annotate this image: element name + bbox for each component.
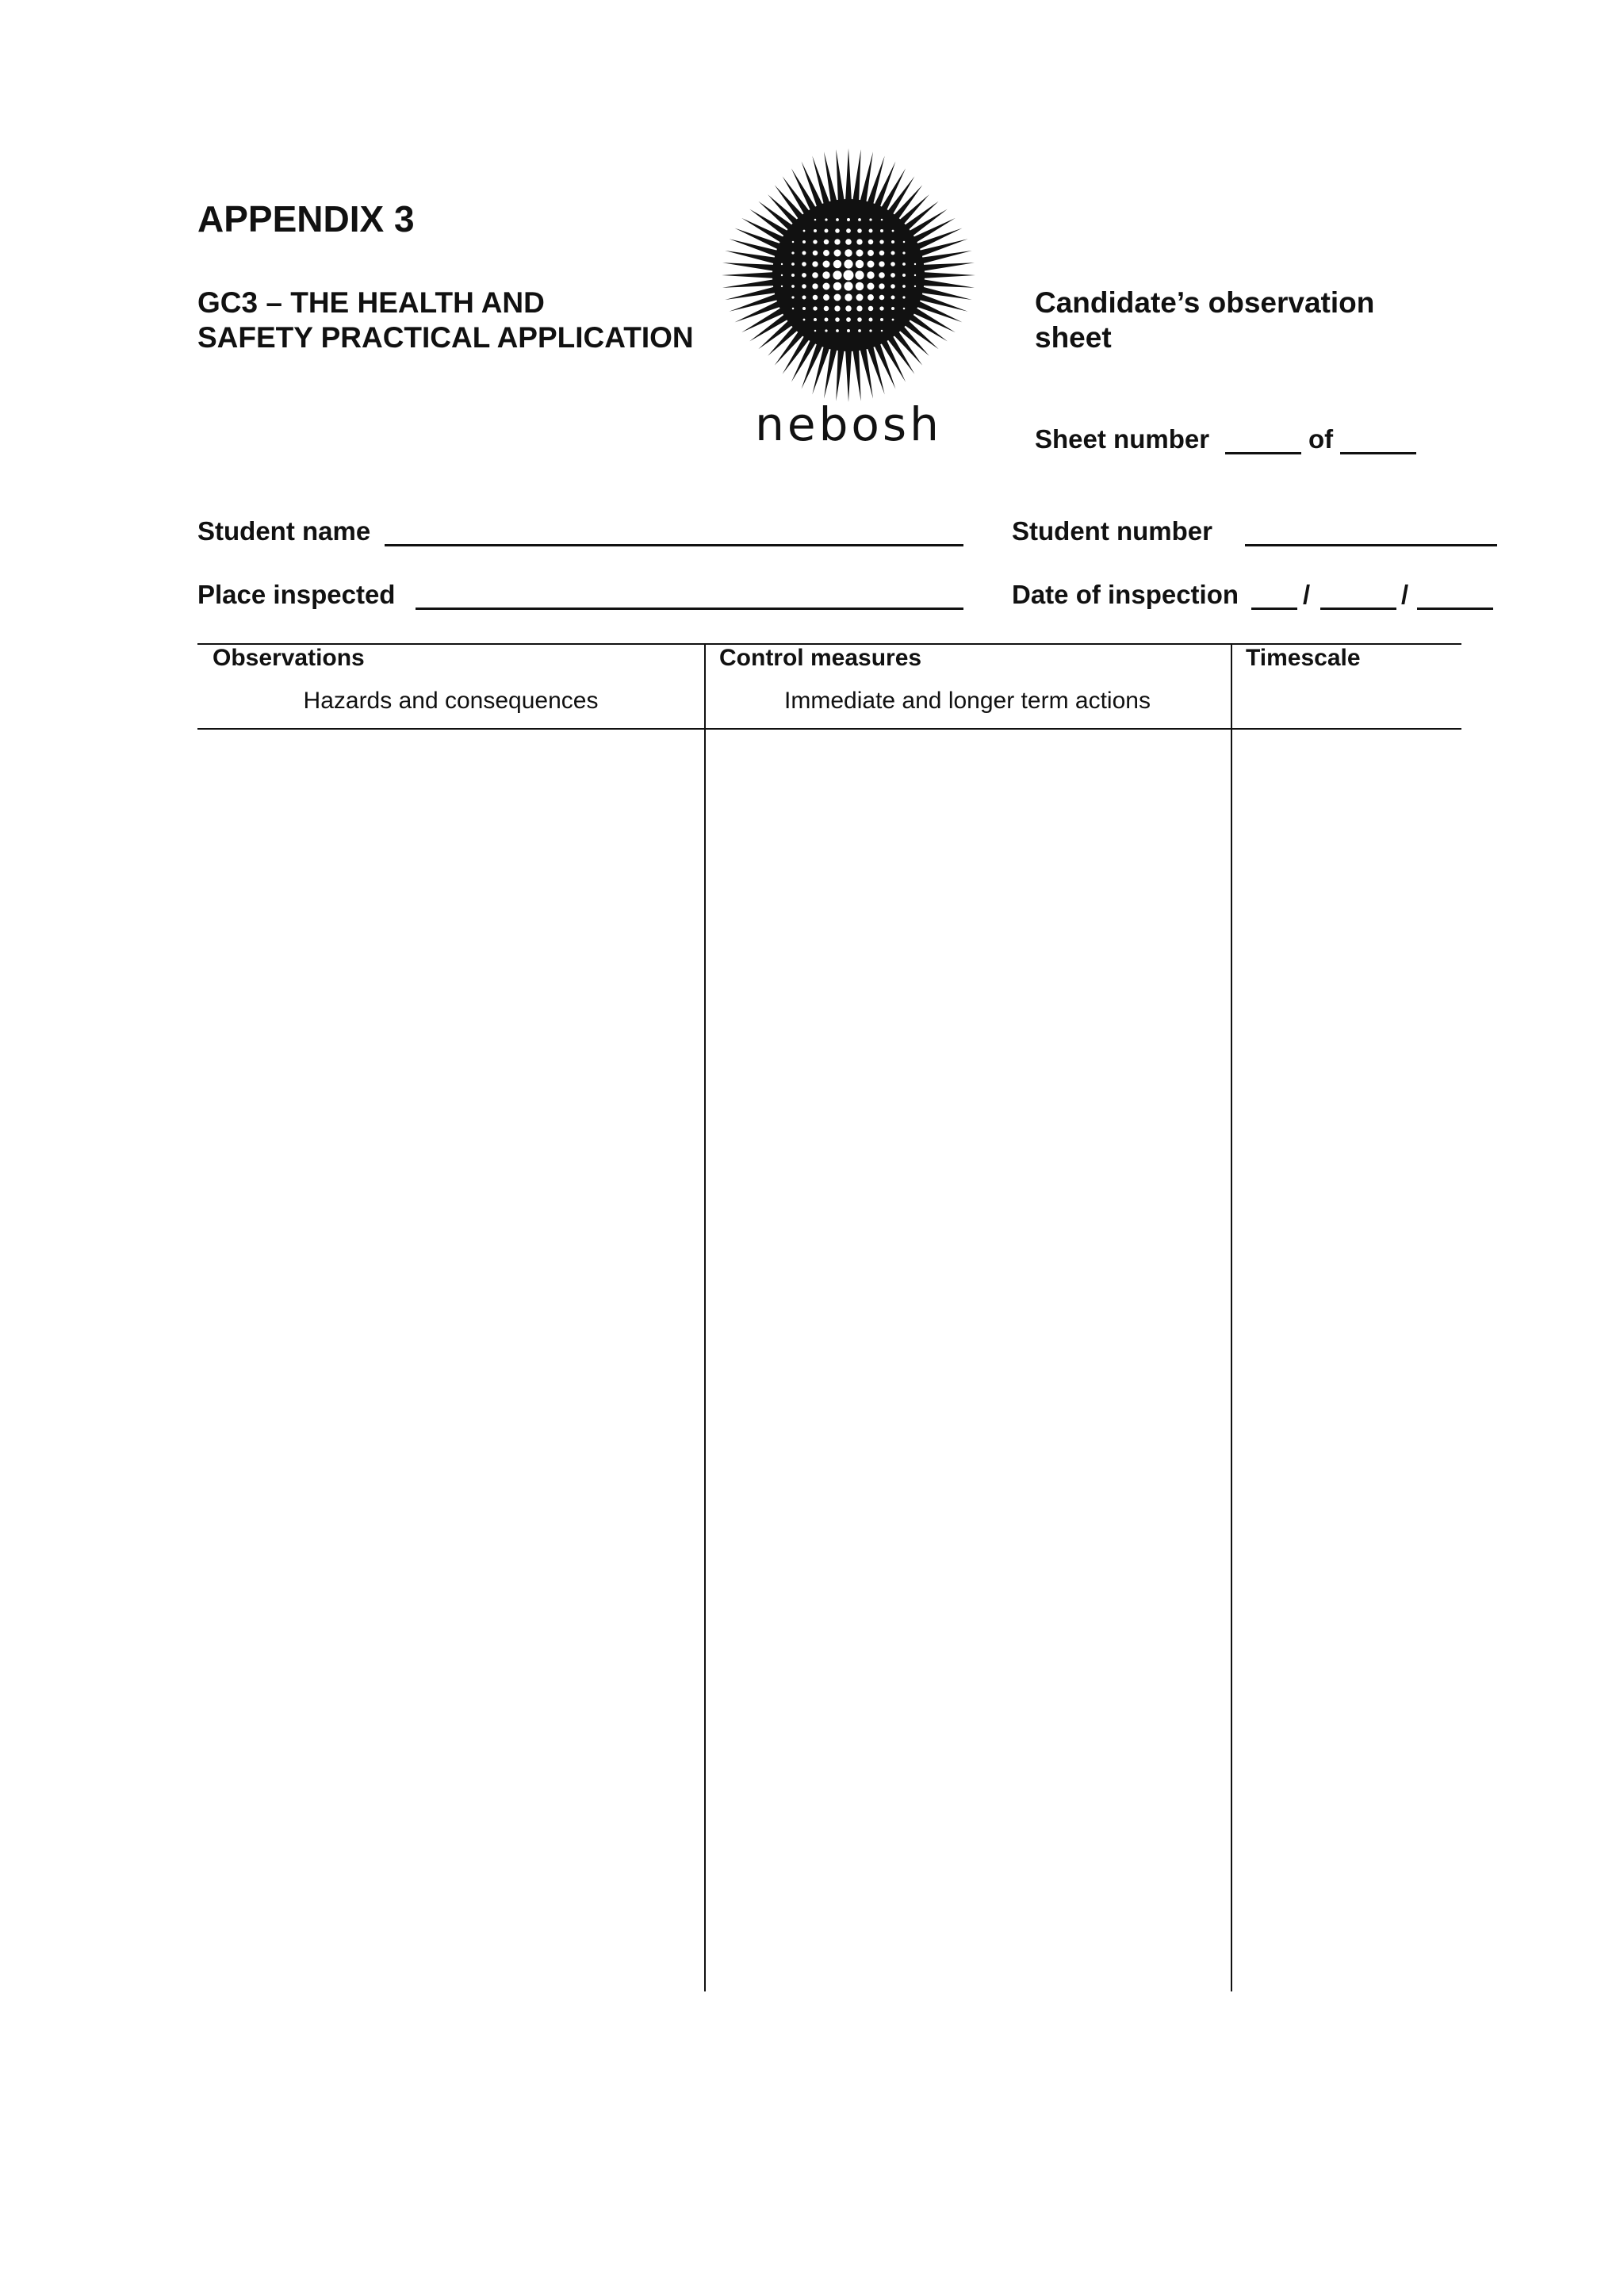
observations-entry-area[interactable] (199, 730, 703, 1991)
observations-subheading: Hazards and consequences (303, 688, 599, 714)
course-title-line2: SAFETY PRACTICAL APPLICATION (197, 321, 694, 354)
appendix-title: APPENDIX 3 (197, 198, 415, 240)
course-title (197, 286, 694, 355)
student-number-field[interactable] (1245, 544, 1497, 546)
logo-wordmark: nebosh (755, 397, 942, 451)
sheet-number-row (1035, 422, 1209, 457)
date-year-field[interactable] (1417, 608, 1493, 610)
date-of-inspection-label: Date of inspection (1012, 580, 1239, 609)
sheet-of-label: of (1308, 424, 1334, 454)
control-measures-subheading: Immediate and longer term actions (784, 688, 1151, 714)
student-number-label: Student number (1012, 516, 1212, 546)
nebosh-logo-icon (718, 144, 979, 406)
student-name-field[interactable] (385, 544, 963, 546)
table-divider-2 (1231, 643, 1232, 1991)
control-measures-entry-area[interactable] (707, 730, 1229, 1991)
timescale-entry-area[interactable] (1233, 730, 1461, 1991)
place-inspected-label: Place inspected (197, 580, 396, 609)
student-name-label: Student name (197, 516, 371, 546)
sheet-title-line1: Candidate’s observation (1035, 286, 1375, 319)
timescale-heading: Timescale (1246, 645, 1361, 671)
sheet-number-field[interactable] (1225, 452, 1301, 454)
table-divider-1 (704, 643, 706, 1991)
control-measures-heading: Control measures (719, 645, 922, 671)
course-title-line1: GC3 – THE HEALTH AND (197, 286, 545, 319)
date-month-field[interactable] (1320, 608, 1396, 610)
date-separator-1: / (1303, 580, 1311, 609)
sheet-total-field[interactable] (1340, 452, 1416, 454)
sheet-title-line2: sheet (1035, 321, 1112, 354)
date-day-field[interactable] (1251, 608, 1297, 610)
date-separator-2: / (1401, 580, 1409, 609)
sheet-title (1035, 286, 1374, 355)
sheet-number-label: Sheet number (1035, 424, 1210, 454)
observations-heading: Observations (213, 645, 365, 671)
place-inspected-field[interactable] (416, 608, 963, 610)
table-header-rule (197, 728, 1461, 730)
